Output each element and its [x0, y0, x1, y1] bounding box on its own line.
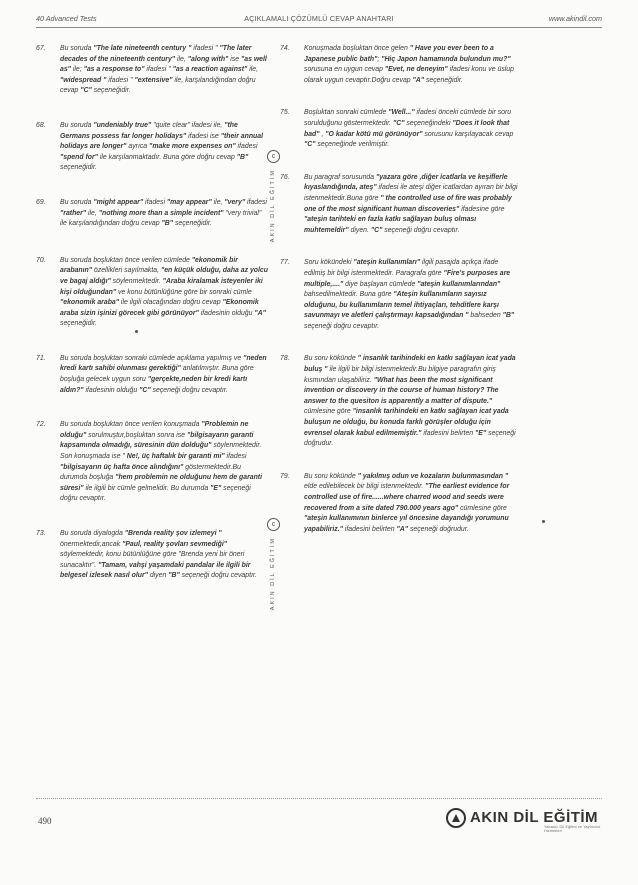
- emphasized-text: "ateşin kullanımının binlerce yıl öncesine dayandığı yorumunu yapabiliriz.": [304, 515, 509, 533]
- explanation-text: seçeneğinde verilmiştir.: [315, 141, 390, 149]
- explanation-text: ile,: [211, 198, 225, 206]
- explanation-text: seçeneğindeki: [404, 119, 453, 127]
- explanation-text: ,: [319, 130, 326, 138]
- emphasized-text: "bilgisayarın üç hafta önce alındığını": [60, 463, 184, 471]
- emphasized-text: "spend for": [60, 153, 98, 161]
- scan-dot: [542, 520, 545, 523]
- explanation-text: ile,: [247, 66, 259, 74]
- explanation-text: cümlesine göre: [304, 408, 353, 416]
- emphasized-text: "their annual holidays are longer": [60, 132, 264, 151]
- emphasized-text: "very": [224, 198, 246, 206]
- scan-dot: [135, 330, 138, 333]
- right-column: [280, 44, 520, 535]
- emphasized-text: "gerçekte,neden bir kredi kartı aldın?": [60, 376, 248, 394]
- emphasized-text: "ateşin tarihteki en fazla katkı sağlayan buluş olması muhtemeldir": [304, 216, 477, 234]
- explanation-text: diyen.: [348, 226, 371, 234]
- emphasized-text: " the controlled use of fire was probably one of the most significant human discoveries": [304, 194, 512, 213]
- emphasized-text: "Does it look that bad": [304, 119, 510, 138]
- emphasized-text: "A": [412, 76, 425, 84]
- explanation-text: ;: [377, 55, 382, 63]
- emphasized-text: " insanlık tarihindeki en katkı sağlayan icat yada buluş ": [304, 355, 516, 374]
- book-title: 40 Advanced Tests: [36, 14, 97, 23]
- emphasized-text: "rather": [60, 209, 87, 217]
- page-number: 490: [38, 816, 52, 826]
- explanation-text: Bu soruda: [60, 198, 94, 206]
- emphasized-text: "B": [502, 312, 515, 320]
- emphasized-text: "A": [396, 525, 409, 533]
- emphasized-text: "Araba kiralamak isteyenler iki kişi olduğundan": [60, 277, 263, 296]
- answer-item: [280, 472, 520, 536]
- emphasized-text: "E": [475, 429, 487, 437]
- emphasized-text: "make more expenses on": [149, 143, 236, 151]
- explanation-text: Bu soruda boşluktan önce verilen cümlede: [60, 256, 192, 264]
- explanation-text: sorusunu karşılayacak cevap: [422, 130, 514, 138]
- emphasized-text: "ekonomik araba": [60, 299, 120, 307]
- explanation-text: sorulmuştur,boşluktan sonra ise: [86, 431, 187, 439]
- explanation-text: ifadesi ile ateşi diğer icatlardan ayıran bir bilgi istenmektedir.Buna göre: [304, 184, 518, 202]
- emphasized-text: "B": [236, 153, 249, 161]
- explanation-text: söylenmektedir. Son konuşmada ise ": [60, 442, 262, 461]
- emphasized-text: "extensive": [134, 76, 173, 84]
- emphasized-text: "bilgisayarın garanti kapsamında olmadığı, süresinin dün dolduğu": [60, 431, 254, 450]
- emphasized-text: "Problemin ne olduğu": [60, 421, 249, 439]
- answer-item: [36, 198, 268, 230]
- explanation-text: anlatılmıştır. Buna göre boşluğa gelecek uygun soru: [60, 365, 254, 384]
- emphasized-text: "C": [393, 119, 405, 127]
- explanation-text: ayrıca: [126, 143, 150, 151]
- explanation-text: "very trivial" ile karşılandığından doğru cevap: [60, 209, 262, 228]
- explanation-text: ile ilgili olacağından doğru cevap: [119, 299, 223, 307]
- explanation-text: bahseden: [468, 312, 503, 320]
- emphasized-text: " yakılmış odun ve kozaların bulunmasından ": [357, 472, 509, 480]
- question-number: 70.: [36, 256, 46, 264]
- explanation-text: ifadesini belirten: [421, 429, 476, 437]
- side-stamp-text: AKIN DİL EĞİTİM: [270, 537, 276, 611]
- answer-item: [280, 44, 520, 86]
- explanation-text: söylenmektedir.: [110, 277, 163, 285]
- emphasized-text: "insanlık tarihindeki en katkı sağlayan icat yada buluşun ne olduğu, bu konuda farklı görüşler olduğu için evrensel olarak kabul edilmemiştir.": [304, 408, 509, 437]
- explanation-text: önermektedir,ancak: [60, 540, 123, 548]
- emphasized-text: "Ekonomik araba sizin işinizi görecek gibi görünüyor": [60, 299, 259, 317]
- explanation-text: ifadesini belirten: [342, 525, 397, 533]
- answer-item: [36, 121, 268, 174]
- question-number: 74.: [280, 45, 290, 52]
- side-stamp: [267, 518, 279, 610]
- explanation-text: seçeneğidir.: [60, 164, 97, 172]
- explanation-text: elde edilebilecek bir bilgi istenmektedir.: [304, 483, 426, 491]
- explanation-text: ile,: [86, 209, 99, 217]
- emphasized-text: "as a response to": [83, 66, 145, 74]
- explanation-text: seçeneği doğrudur.: [408, 525, 469, 533]
- emphasized-text: "C": [304, 141, 316, 149]
- explanation-text: ifadesi ise: [186, 132, 221, 140]
- explanation-text: Boşluktan sonraki cümlede: [304, 109, 389, 117]
- question-number: 71.: [36, 354, 46, 362]
- emphasized-text: "The late nineteenth century ": [93, 45, 192, 52]
- emphasized-text: "What has been the most significant invention or discovery in the course of human history? The answer to the quesiton is apparently a matter of dispute.": [304, 376, 499, 405]
- explanation-text: göstermektedir.Bu durumda boşluğa: [60, 463, 241, 482]
- answer-item: [36, 529, 268, 582]
- emphasized-text: "A": [254, 309, 266, 317]
- explanation-text: ile ilgili bir cümle gelmelidir. Bu durumda: [83, 484, 211, 492]
- explanation-text: ilgili pasajda açıkça ifade edilmiş bir bilgi istenmektedir. Paragrafa göre: [304, 259, 499, 277]
- explanation-text: Bu paragraf sorusunda: [304, 173, 377, 181]
- emphasized-text: "The later decades of the nineteenth century": [60, 45, 252, 63]
- explanation-text: seçeneği doğru cevaptır.: [382, 226, 460, 234]
- answer-item: [36, 420, 268, 505]
- explanation-text: Bu soru kökünde: [304, 472, 358, 480]
- explanation-text: Bu soruda boşluktan sonraki cümlede açıklama yapılmış ve: [60, 354, 244, 362]
- akin-logo-icon: [446, 808, 466, 828]
- emphasized-text: "neden kredi kartı sahibi olunması gerektiği": [60, 354, 267, 373]
- section-title: AÇIKLAMALI ÇÖZÜMLÜ CEVAP ANAHTARI: [244, 14, 394, 23]
- question-number: 67.: [36, 45, 46, 52]
- emphasized-text: " Have you ever been to a Japanese public bath": [304, 45, 494, 63]
- explanation-text: cümlesine göre: [458, 504, 507, 512]
- emphasized-text: "B": [161, 220, 174, 228]
- explanation-text: seçeneği doğru cevaptır.: [150, 386, 228, 394]
- question-number: 75.: [280, 109, 290, 117]
- explanation-text: seçeneği doğru cevaptır.: [60, 484, 251, 503]
- explanation-text: ifadesi: [235, 143, 258, 151]
- emphasized-text: "C": [139, 386, 151, 394]
- emphasized-text: "the Germans possess far longer holidays": [60, 121, 238, 140]
- emphasized-text: "ateşin kullanımları": [353, 259, 421, 267]
- header-rule: [36, 27, 602, 28]
- explanation-text: özellikleri sayılmakta,: [92, 267, 161, 275]
- question-number: 79.: [280, 472, 290, 480]
- emphasized-text: "en küçük olduğu, daha az yolcu ve bagaj aldığı": [60, 267, 268, 285]
- emphasized-text: "Ateşin kullanımların sayısız olduğunu, bu kullanımların temel ihtiyaçları, tehditlere karşı savunmayı ve aletleri çalıştırmayı kapsadığından ": [304, 291, 499, 320]
- explanation-text: seçeneğidir.: [424, 76, 463, 84]
- explanation-text: Bu soruda boşluktan önce verilen konuşmada: [60, 421, 202, 429]
- side-stamp-text: AKIN DİL EĞİTİM: [270, 169, 276, 243]
- explanation-text: ifadesi: [143, 198, 167, 206]
- emphasized-text: "widespread ": [60, 76, 107, 84]
- explanation-text: seçeneği doğru cevaptır.: [179, 572, 257, 580]
- emphasized-text: "along with": [187, 55, 229, 63]
- copyright-icon: c: [267, 518, 280, 531]
- emphasized-text: "ateşin kullanımlarından": [417, 280, 501, 288]
- emphasized-text: "Evet, ne deneyim": [384, 66, 448, 74]
- answer-item: [280, 173, 520, 237]
- emphasized-text: "undeniably true": [93, 121, 152, 129]
- explanation-text: bahsedilmektedir. Buna göre: [304, 291, 394, 299]
- answer-item: [280, 108, 520, 150]
- emphasized-text: "might appear": [93, 198, 144, 206]
- explanation-text: ifadesine göre: [459, 205, 505, 213]
- emphasized-text: "The earliest evidence for controlled use of fire......where charred wood and seeds were recovered from a site dated 790.000 years ago": [304, 483, 510, 512]
- explanation-text: sorusuna en uygun cevap: [304, 66, 385, 74]
- explanation-text: ile karşılanmaktadır. Buna göre doğru cevap: [97, 153, 237, 161]
- question-number: 78.: [280, 355, 290, 363]
- emphasized-text: "Fire's purposes are multiple,....": [304, 269, 511, 288]
- explanation-text: Bu soruda: [60, 121, 94, 129]
- explanation-text: ile;: [70, 66, 84, 74]
- emphasized-text: "nothing more than a simple incident": [98, 209, 224, 217]
- explanation-text: ve konu bütünlüğüne göre bir sonraki cümle: [116, 288, 252, 296]
- emphasized-text: "O kadar kötü mü görünüyor": [325, 130, 423, 138]
- copyright-icon: c: [267, 150, 280, 163]
- explanation-text: ifadesi ": [191, 45, 220, 52]
- emphasized-text: "E": [210, 484, 222, 492]
- explanation-text: "quite clear" ifadesi ile,: [151, 121, 225, 129]
- explanation-text: ise: [228, 55, 241, 63]
- footer-rule: [36, 798, 602, 799]
- answer-item: [36, 256, 268, 330]
- logo-text: AKIN DİL EĞİTİM: [470, 809, 599, 826]
- left-column: [36, 44, 268, 582]
- explanation-text: seçeneği doğru cevaptır.: [304, 322, 380, 330]
- explanation-text: ifadesi: [224, 453, 247, 461]
- emphasized-text: "Paul, reality şovları sevmediği": [122, 540, 228, 548]
- logo-subtitle: Yabancı Dil Eğitim ve Yayıncılık Hizmetleri: [544, 825, 601, 833]
- explanation-text: seçeneği doğrudur.: [304, 429, 516, 448]
- emphasized-text: "as a reaction against": [172, 66, 248, 74]
- emphasized-text: "Tamam, vahşi yaşamdaki pandalar ile ilgili bir belgesel izlesek nasıl olur": [60, 561, 251, 580]
- answer-item: [36, 354, 268, 396]
- explanation-text: ifadesi ": [144, 66, 173, 74]
- explanation-text: ifadesi: [245, 198, 267, 206]
- emphasized-text: "B": [168, 572, 180, 580]
- explanation-text: Bu soru kökünde: [304, 355, 358, 363]
- explanation-text: seçeneğidir.: [60, 320, 97, 328]
- explanation-text: seçeneğidir.: [173, 220, 212, 228]
- emphasized-text: "Well...": [388, 109, 415, 117]
- explanation-text: ifadesi konu ve üslup olarak uygun cevaptır.Doğru cevap: [304, 66, 514, 84]
- page-header: [36, 14, 602, 28]
- explanation-text: Soru kökündeki: [304, 259, 354, 267]
- explanation-text: ifadesinin olduğu: [198, 309, 255, 317]
- explanation-text: söylemektedir, konu bütünlüğüne göre "Brenda yeni bir öneri sunacaktır".: [60, 551, 245, 569]
- emphasized-text: "as well as": [60, 55, 267, 74]
- question-number: 69.: [36, 198, 46, 206]
- emphasized-text: "C": [370, 226, 383, 234]
- emphasized-text: "Brenda reality şov izlemeyi ": [124, 530, 222, 537]
- question-number: 73.: [36, 530, 46, 537]
- side-stamp: [267, 150, 279, 242]
- question-number: 72.: [36, 421, 46, 429]
- website-link[interactable]: www.akindil.com: [548, 14, 602, 23]
- explanation-text: Bu soruda: [60, 45, 94, 52]
- explanation-text: ifadesinin olduğu: [83, 386, 140, 394]
- question-number: 68.: [36, 121, 46, 129]
- publisher-logo: [446, 808, 604, 833]
- explanation-text: ile, karşılandığından doğru cevap: [60, 76, 256, 95]
- emphasized-text: "hem problemin ne olduğunu hem de garanti süresi": [60, 474, 263, 492]
- emphasized-text: Ne!, üç haftalık bir garanti mi": [126, 453, 225, 461]
- emphasized-text: "yazara göre ,diğer icatlarla ve keşiflerle kıyaslandığında, ateş": [304, 173, 508, 192]
- emphasized-text: "C": [80, 87, 92, 95]
- explanation-text: seçeneğidir.: [91, 87, 131, 95]
- question-number: 77.: [280, 259, 290, 267]
- answer-item: [280, 354, 520, 449]
- emphasized-text: "Hiç Japon hamamında bulundun mu?": [381, 55, 511, 63]
- explanation-text: ifadesi ": [106, 76, 135, 84]
- explanation-text: diyen: [147, 572, 169, 580]
- explanation-text: ile ilgili bir bilgi istenmektedir.Bu bilgiye paragrafın giriş kısmından ulaşabiliriz.: [304, 366, 496, 384]
- explanation-text: ile,: [175, 55, 188, 63]
- explanation-text: diye başlayan cümlede: [343, 280, 418, 288]
- explanation-text: Bu soruda diyalogda: [60, 530, 125, 537]
- emphasized-text: "may appear": [166, 198, 212, 206]
- explanation-text: ifadesi önceki cümlede bir soru sorulduğunu göstermektedir.: [304, 109, 512, 127]
- answer-item: [280, 258, 520, 332]
- answer-item: [36, 44, 268, 97]
- question-number: 76.: [280, 173, 290, 181]
- emphasized-text: "ekonomik bir arabanın": [60, 256, 238, 275]
- explanation-text: Konuşmada boşluktan önce gelen: [304, 45, 410, 52]
